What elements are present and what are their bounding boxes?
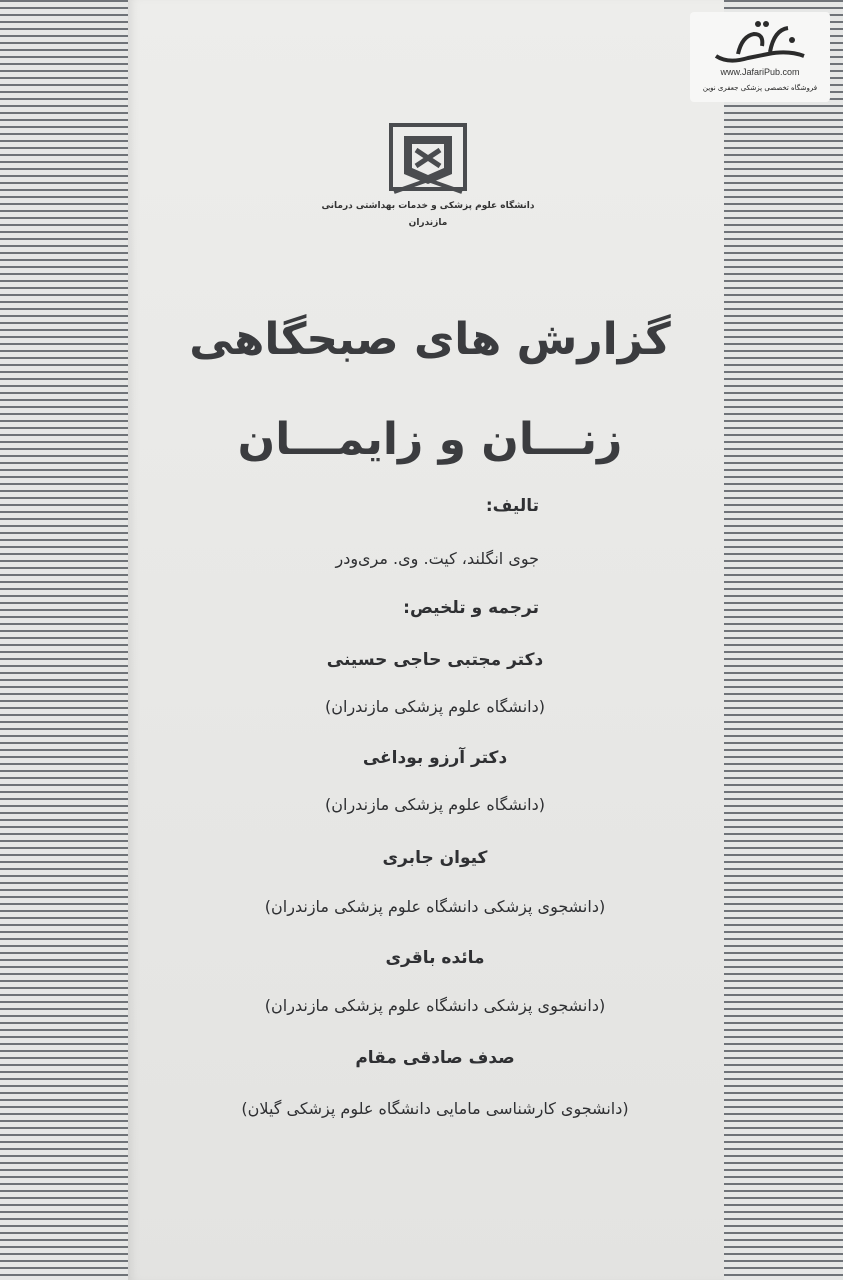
translator-name-3: کیوان جابری [382, 848, 488, 868]
right-striped-margin [724, 0, 843, 1280]
left-striped-margin [0, 0, 128, 1280]
university-emblem-icon [388, 122, 468, 198]
translator-affiliation-4: (دانشجوی پزشکی دانشگاه علوم پزشکی مازندران) [264, 996, 606, 1015]
publisher-watermark [690, 12, 830, 102]
university-name [300, 198, 556, 232]
authors-names: جوی انگلند، کیت. وی. مری‌ودر [335, 549, 539, 568]
translator-name-4: مائده باقری [385, 948, 485, 968]
university-name-line2: مازندران [408, 218, 448, 228]
authors-label: تالیف: [485, 496, 539, 516]
translator-name-1: دکتر مجتبی حاجی حسینی [326, 650, 544, 670]
publisher-url: www.JafariPub.com [720, 67, 800, 77]
book-title-line1: گزارش های صبحگاهی [189, 314, 671, 365]
university-name-line1: دانشگاه علوم پزشکی و خدمات بهداشتی درمانی [321, 201, 535, 211]
translator-affiliation-2: (دانشگاه علوم پزشکی مازندران) [325, 795, 545, 814]
translators-label: ترجمه و تلخیص: [403, 598, 539, 618]
publisher-logo-icon [708, 16, 812, 70]
translator-affiliation-3: (دانشجوی پزشکی دانشگاه علوم پزشکی مازندران) [264, 897, 606, 916]
translator-affiliation-5: (دانشجوی کارشناسی مامایی دانشگاه علوم پزشکی گیلان) [241, 1099, 629, 1118]
translator-name-5: صدف صادقی مقام [355, 1048, 515, 1068]
translator-name-2: دکتر آرزو بوداغی [362, 748, 508, 768]
publisher-name: فروشگاه تخصصی پزشکی جعفری نوین [702, 84, 818, 92]
translator-affiliation-1: (دانشگاه علوم پزشکی مازندران) [325, 697, 545, 716]
book-title-line2: زنـــان و زایمـــان [237, 414, 623, 465]
